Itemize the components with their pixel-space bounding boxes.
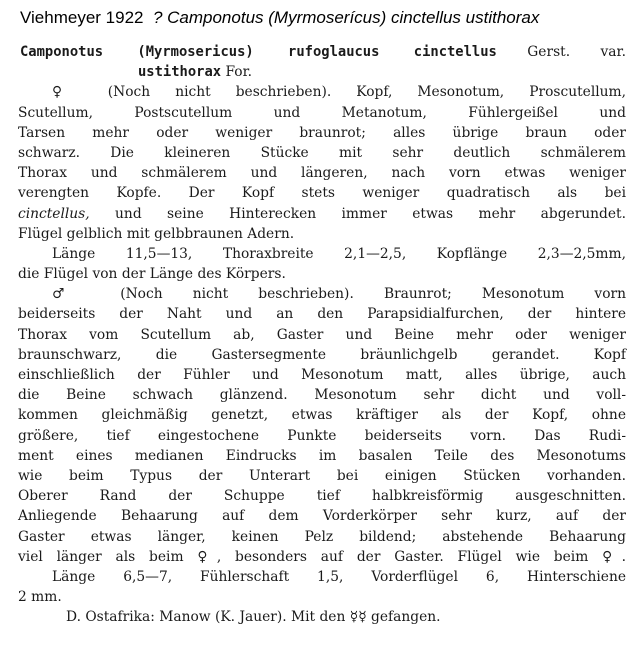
text-line: Thorax vom Scutellum ab, Gaster und Beine mehr oder weniger <box>18 326 626 343</box>
locality-line: D. Ostafrika: Manow (K. Jauer). Mit den ☿☿ gefangen. <box>66 609 441 626</box>
text-line <box>18 204 626 224</box>
text-line: die Flügel von der Länge des Körpers. <box>18 266 286 283</box>
text-line: Oberer Rand der Schuppe tief halbkreisförmig ausgeschnitten. <box>18 488 626 505</box>
text-line: Länge 11,5—13, Thoraxbreite 2,1—2,5, Kopflänge 2,3—2,5mm, <box>52 245 626 262</box>
text-line: Scutellum, Postscutellum und Metanotum, Fühlergeißel und <box>18 104 626 121</box>
document-body <box>18 42 626 627</box>
text-line: Gaster etwas länger, keinen Pelz bildend; abstehende Behaarung <box>18 528 626 545</box>
title-line-1 <box>18 42 626 62</box>
text-line: einschließlich der Fühler und Mesonotum matt, alles übrige, auch <box>18 367 626 383</box>
text-line: ♂ (Noch nicht beschrieben). Braunrot; Mesonotum vorn <box>52 286 626 303</box>
text-line: Tarsen mehr oder weniger braunrot; alles übrige braun oder <box>18 124 626 141</box>
text-line: wie beim Typus der Unterart bei einigen Stücken vorhanden. <box>18 467 626 484</box>
author-year: Viehmeyer 1922 <box>20 8 144 27</box>
text-span: und seine Hinterecken immer etwas mehr abgerundet. <box>89 205 626 222</box>
text-line: Flügel gelblich mit gelbbraunen Adern. <box>18 225 295 242</box>
italic-taxon: cinctellus, <box>18 205 90 222</box>
text-line: schwarz. Die kleineren Stücke mit sehr deutlich schmälerem <box>18 144 626 161</box>
text-line: viel länger als beim ♀, besonders auf der Gaster. Flügel wie beim ♀. <box>18 548 626 565</box>
taxon-author: Gerst. var. <box>527 44 626 60</box>
text-line: die Beine schwach glänzend. Mesonotum sehr dicht und voll- <box>18 387 626 404</box>
page-header <box>20 8 635 28</box>
taxon-query: ? Camponotus (Myrmoserícus) cinctellus ustithorax <box>152 8 540 27</box>
text-line: Thorax und schmälerem und längeren, nach vorn etwas weniger <box>18 165 626 182</box>
text-line: ♀ (Noch nicht beschrieben). Kopf, Mesonotum, Proscutellum, <box>52 84 626 101</box>
variety-name: ustithorax <box>138 64 222 81</box>
variety-author: For. <box>225 64 253 81</box>
taxon-title: Camponotus (Myrmosericus) rufoglaucus cinctellus <box>20 44 497 60</box>
text-line: Anliegende Behaarung auf dem Vorderkörper sehr kurz, auf der <box>18 508 626 525</box>
text-line: Länge 6,5—7, Fühlerschaft 1,5, Vorderflügel 6, Hinterschiene <box>52 568 626 585</box>
text-line: beiderseits der Naht und an den Parapsidialfurchen, der hintere <box>18 306 626 323</box>
title-line-2 <box>18 62 626 82</box>
text-line: 2 mm. <box>18 589 62 606</box>
text-line: größere, tief eingestochene Punkte beiderseits vorn. Das Rudi- <box>18 427 626 444</box>
text-line: braunschwarz, die Gastersegmente bräunlichgelb gerandet. Kopf <box>18 346 626 363</box>
text-line: ment eines medianen Eindrucks im basalen Teile des Mesonotums <box>18 447 626 464</box>
text-line: verengten Kopfe. Der Kopf stets weniger quadratisch als bei <box>18 185 626 202</box>
text-line: kommen gleichmäßig genetzt, etwas kräftiger als der Kopf, ohne <box>18 407 626 424</box>
